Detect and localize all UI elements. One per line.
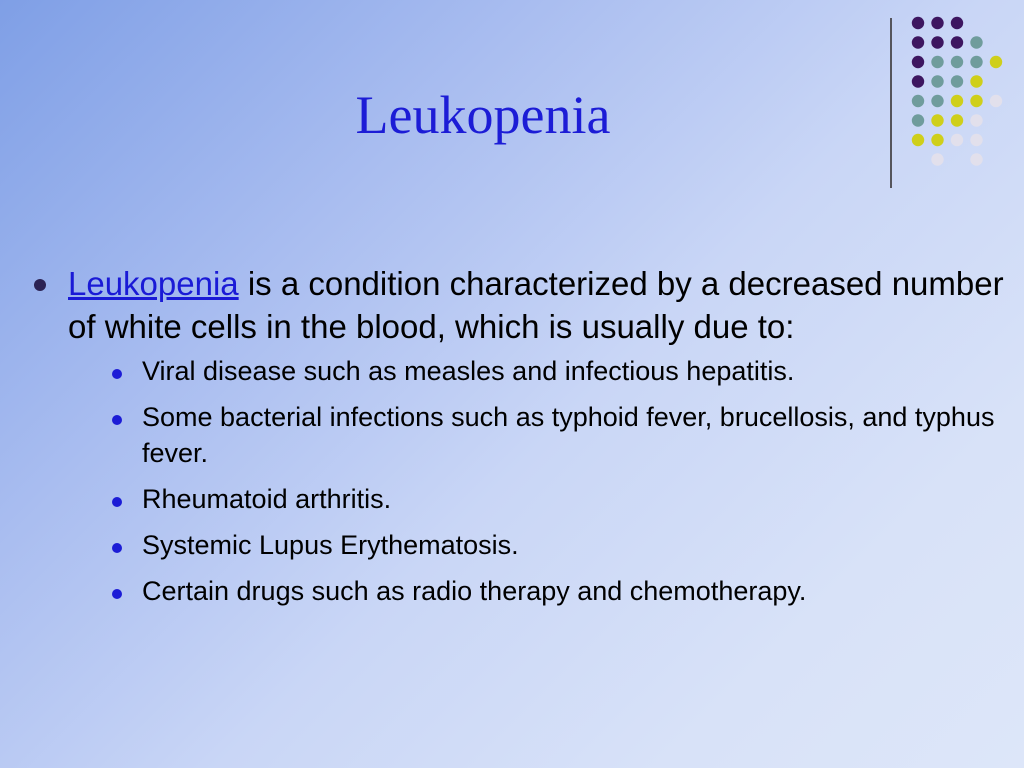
- main-bullet: [32, 262, 1012, 348]
- bullet-icon: [112, 369, 122, 379]
- cause-text: Rheumatoid arthritis.: [142, 484, 392, 514]
- bullet-icon: [112, 415, 122, 425]
- decorative-dot: [970, 56, 982, 68]
- bullet-icon: [34, 279, 46, 291]
- decorative-dot: [912, 17, 924, 29]
- cause-text: Viral disease such as measles and infectious hepatitis.: [142, 356, 795, 386]
- cause-text: Certain drugs such as radio therapy and chemotherapy.: [142, 576, 807, 606]
- cause-item: [110, 527, 1012, 563]
- decorative-dot: [931, 17, 943, 29]
- decorative-dot: [912, 56, 924, 68]
- decorative-dot: [951, 56, 963, 68]
- decorative-dot: [970, 95, 982, 107]
- decorative-dot: [990, 56, 1002, 68]
- cause-text: Some bacterial infections such as typhoid fever, brucellosis, and typhus fever.: [142, 402, 995, 468]
- decorative-dot: [931, 36, 943, 48]
- cause-item: [110, 573, 1012, 609]
- causes-list: [110, 353, 1012, 609]
- decorative-dot: [912, 36, 924, 48]
- decorative-dot: [970, 114, 982, 126]
- cause-item: [110, 399, 1012, 471]
- bullet-icon: [112, 543, 122, 553]
- leukopenia-link[interactable]: Leukopenia: [68, 265, 239, 302]
- decorative-dot: [970, 36, 982, 48]
- cause-item: [110, 481, 1012, 517]
- decorative-dot: [931, 153, 943, 165]
- cause-text: Systemic Lupus Erythematosis.: [142, 530, 519, 560]
- bullet-icon: [112, 589, 122, 599]
- cause-item: [110, 353, 1012, 389]
- decorative-dot: [951, 17, 963, 29]
- slide-body: [32, 262, 1012, 619]
- decorative-dot: [970, 134, 982, 146]
- decorative-dot: [951, 36, 963, 48]
- decorative-dot: [970, 153, 982, 165]
- decorative-dot: [970, 75, 982, 87]
- bullet-icon: [112, 497, 122, 507]
- decorative-dot: [931, 56, 943, 68]
- main-bullet-text: is a condition characterized by a decreased number of white cells in the blood, which is usually due to:: [68, 265, 1004, 345]
- decorative-dot: [990, 95, 1002, 107]
- slide-title: Leukopenia: [355, 85, 611, 145]
